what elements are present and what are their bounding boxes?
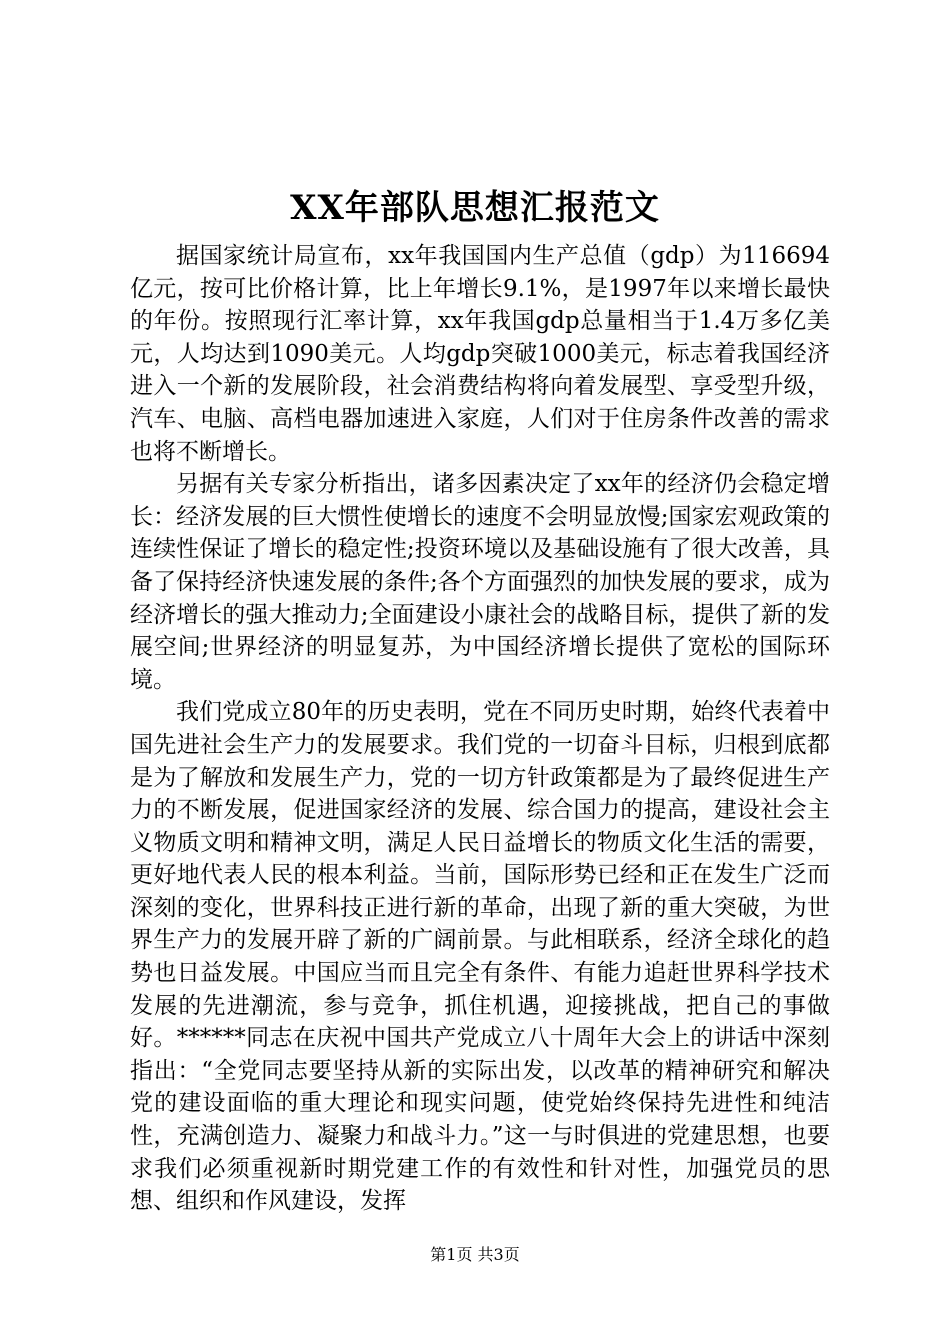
paragraph-1: 据国家统计局宣布，xx年我国国内生产总值（gdp）为116694亿元，按可比价格计算，比上年增长9.1%，是1997年以来增长最快的年份。按照现行汇率计算，xx年我国gdp总量相当于1.4万多亿美元，人均达到1090美元。人均gdp突破1000美元，标志着我国经济进入一个新的发展阶段，社会消费结构将向着发展型、享受型升级，汽车、电脑、高档电器加速进入家庭，人们对于住房条件改善的需求也将不断增长。	[130, 243, 830, 465]
paragraph-2: 另据有关专家分析指出，诸多因素决定了xx年的经济仍会稳定增长：经济发展的巨大惯性使增长的速度不会明显放慢;国家宏观政策的连续性保证了增长的稳定性;投资环境以及基础设施有了很大改善，具备了保持经济快速发展的条件;各个方面强烈的加快发展的要求，成为经济增长的强大推动力;全面建设小康社会的战略目标，提供了新的发展空间;世界经济的明显复苏，为中国经济增长提供了宽松的国际环境。	[130, 471, 830, 693]
page-number-footer: 第1页 共3页	[430, 1245, 520, 1264]
paragraph-3: 我们党成立80年的历史表明，党在不同历史时期，始终代表着中国先进社会生产力的发展要求。我们党的一切奋斗目标，归根到底都是为了解放和发展生产力，党的一切方针政策都是为了最终促进生产力的不断发展，促进国家经济的发展、综合国力的提高，建设社会主义物质文明和精神文明，满足人民日益增长的物质文化生活的需要，更好地代表人民的根本利益。当前，国际形势已经和正在发生广泛而深刻的变化，世界科技正进行新的革命，出现了新的重大突破，为世界生产力的发展开辟了新的广阔前景。与此相联系，经济全球化的趋势也日益发展。中国应当而且完全有条件、有能力追赶世界科学技术发展的先进潮流，参与竞争，抓住机遇，迎接挑战，把自己的事做好。******同志在庆祝中国共产党成立八十周年大会上的讲话中深刻指出：“全党同志要坚持从新的实际出发，以改革的精神研究和解决党的建设面临的重大理论和现实问题，使党始终保持先进性和纯洁性，充满创造力、凝聚力和战斗力。”这一与时俱进的党建思想，也要求我们必须重视新时期党建工作的有效性和针对性，加强党员的思想、组织和作风建设，发挥	[130, 699, 830, 1215]
document-body	[130, 240, 830, 1218]
document-title: XX年部队思想汇报范文	[290, 188, 660, 228]
